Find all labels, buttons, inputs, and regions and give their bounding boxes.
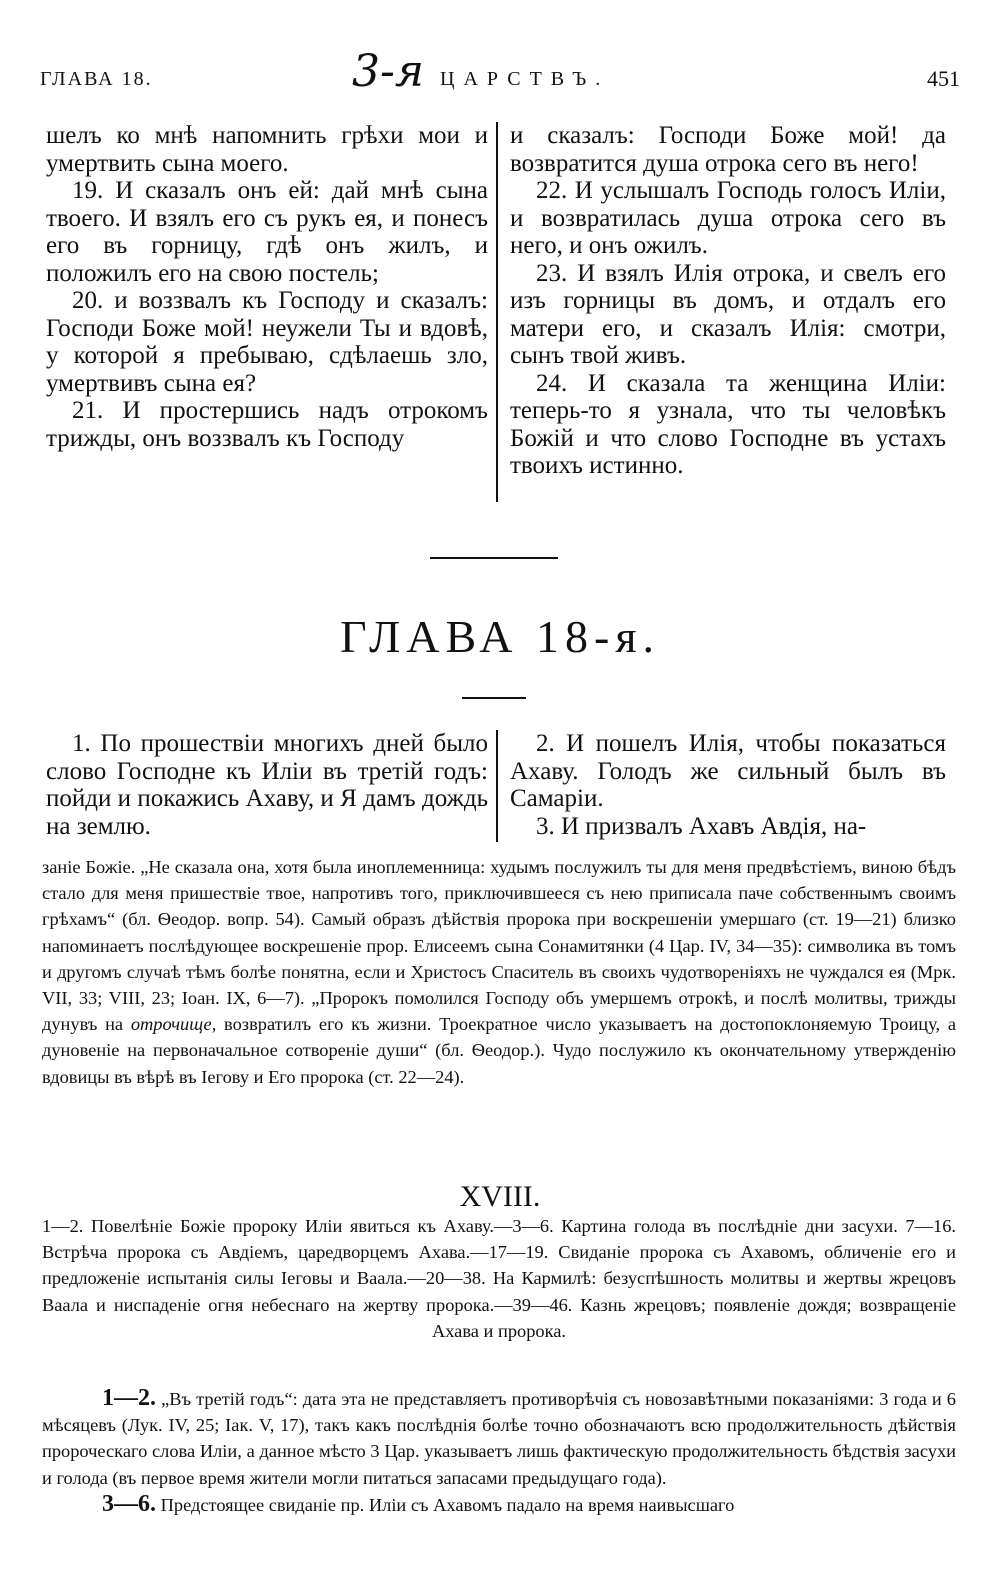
commentary-paragraph [42,854,956,1090]
commentary [42,854,956,1090]
handwritten-annotation: 3-я [352,46,424,97]
chapter-title: ГЛАВА 18-я. [339,611,661,662]
note-text: „Въ третій годъ“: дата эта не представляетъ противорѣчія съ новозавѣтными показаніями: 3 года и 6 мѣсяцевъ (Лук. IV, 25; Іак. V, 17), такъ какъ послѣднія болѣе точно обозначаютъ всю продолжительность дѣйствія пророческаго слова Иліи, а данное мѣсто 3 Цар. указываетъ лишь фактическую продолжительность бѣдствія засухи и голода (въ первое время жители могли питаться запасами предыдущаго года). [42,1389,956,1488]
commentary-text-continued: возвратилъ его къ жизни. Троекратное число указываетъ на достопоклоняемую Троицу, а дуновеніе на первоначальное сотвореніе души“ (бл. Ѳеодор.). Чудо послужило къ окончательному утвержденію вдовицы въ вѣрѣ въ Іегову и Его пророка (ст. 22—24). [42,1014,956,1087]
verses-bottom-right-column [496,730,946,842]
summary-text: 1—2. Повелѣніе Божіе пророку Иліи явиться къ Ахаву.—3—6. Картина голода въ послѣдніе дни засухи. 7—16. Встрѣча пророка съ Авдіемъ, царедворцемъ Ахава.—17—19. Свиданіе пророка съ Ахавомъ, обличеніе его и предложеніе испытанія силы Іеговы и Ваала.—20—38. На Кармилѣ: безуспѣшность молитвы и жертвы жрецовъ Ваала и ниспаденіе огня небеснаго на жертву пророка.—39—46. Казнь жрецовъ; появленіе дождя; возвращеніе Ахава и пророка. [42,1216,956,1341]
running-header [40,46,960,102]
verse-23: 23. И взялъ Илія отрока, и свелъ его изъ горницы въ домъ, и отдалъ его матери его, и сказалъ Илія: смотри, сынъ твой живъ. [510,259,946,369]
commentary-notes [42,1385,956,1518]
header-book-title: ЦАРСТВЪ. [440,68,610,90]
section-heading-roman: XVIII. [459,1180,541,1213]
verse-20: 20. и воззвалъ къ Господу и сказалъ: Господи Боже мой! неужели Ты и вдовѣ, у которой я пребываю, сдѣлаешь зло, умертвивъ сына ея? [46,287,488,397]
note-paragraph [42,1385,956,1491]
chapter-summary [42,1213,956,1344]
verses-bottom [46,730,952,842]
note-reference: 3—6. [102,1490,156,1517]
verse-1: 1. По прошествіи многихъ дней было слово Господне къ Иліи въ третій годъ: пойди и покажись Ахаву, и Я дамъ дождь на землю. [46,730,488,840]
note-paragraph [42,1491,956,1518]
verses-bottom-left-column [46,730,496,842]
page-number: 451 [927,66,960,91]
verse-text: и сказалъ: Господи Боже мой! да возвратится душа отрока сего въ него! [510,122,946,177]
verses-top-right-column [496,122,946,502]
verses-top-left-column [46,122,496,502]
verse-text: шелъ ко мнѣ напомнить грѣхи мои и умертвить сына моего. [46,122,488,177]
verse-24: 24. И сказала та женщина Иліи: теперь-то я узнала, что ты человѣкъ Божій и что слово Господне въ устахъ твоихъ истинно. [510,369,946,479]
note-text: Предстоящее свиданіе пр. Иліи съ Ахавомъ падало на время наивысшаго [160,1494,735,1515]
section-divider [430,557,558,559]
verse-2: 2. И пошелъ Илія, чтобы показаться Ахаву. Голодъ же сильный былъ въ Самаріи. [510,730,946,812]
verse-21: 21. И простершись надъ отрокомъ трижды, онъ воззвалъ къ Господу [46,397,488,452]
title-divider [462,697,526,699]
verse-22: 22. И услышалъ Господь голосъ Иліи, и возвратилась душа отрока сего въ него, и онъ ожилъ. [510,177,946,259]
verse-19: 19. И сказалъ онъ ей: дай мнѣ сына твоего. И взялъ его съ рукъ ея, и понесъ его въ горницу, гдѣ онъ жилъ, и положилъ его на свою постель; [46,177,488,287]
header-chapter: ГЛАВА 18. [40,68,153,90]
note-reference: 1—2. [102,1385,156,1411]
commentary-text: заніе Божіе. „Не сказала она, хотя была иноплеменница: худымъ послужилъ ты для меня предвѣстіемъ, виною бѣдъ стало для меня пришествіе твое, напротивъ того, приключившееся съ нею приписала паче собственнымъ своимъ грѣхамъ“ (бл. Ѳеодор. вопр. 54). Самый образъ дѣйствія пророка при воскрешеніи умершаго (ст. 19—21) близко напоминаетъ послѣдующее воскрешеніе прор. Елисеемъ сына Сонамитянки (4 Цар. IV, 34—35): символика въ томъ и другомъ случаѣ тѣмъ болѣе понятна, если и Христосъ Спаситель въ своихъ чудотвореніяхъ не чуждался ея (Мрк. VII, 33; VIII, 23; Іоан. IX, 6—7). „Пророкъ помолился Господу объ умершемъ отрокѣ, и послѣ молитвы, трижды дунувъ на [42,857,956,1035]
commentary-italic-word: отрочище, [130,1014,217,1035]
verses-top [46,122,952,502]
verse-3: 3. И призвалъ Ахавъ Авдія, на- [536,812,867,840]
